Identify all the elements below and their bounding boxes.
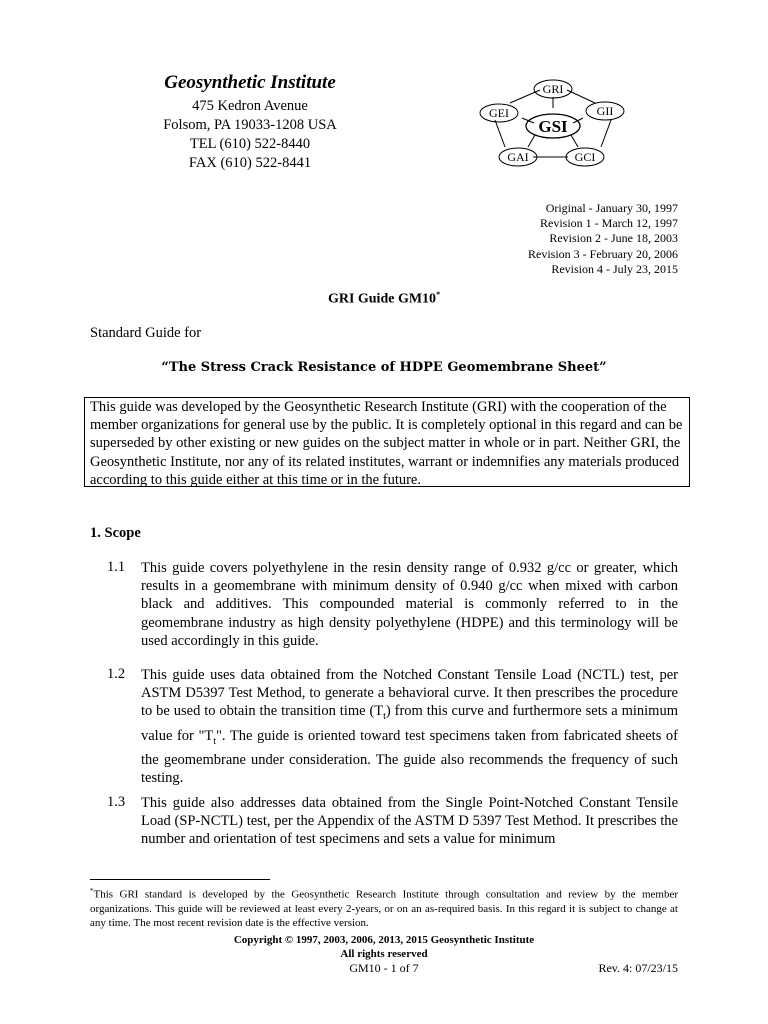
logo-label-gri: GRI: [542, 82, 564, 96]
revision-1: Revision 1 - March 12, 1997: [540, 216, 678, 231]
document-title: “The Stress Crack Resistance of HDPE Geomembrane Sheet”: [161, 360, 607, 375]
section-heading-scope: 1. Scope: [90, 525, 141, 541]
revision-2: Revision 2 - June 18, 2003: [549, 231, 678, 246]
revision-3: Revision 3 - February 20, 2006: [528, 246, 678, 261]
logo-label-gii: GII: [596, 104, 614, 118]
rights-line: All rights reserved: [340, 948, 428, 960]
paragraph-1-2-part-c: ". The guide is oriented toward test specimens taken from fabricated sheets of the geomembrane under consideration. The guide also recommends the frequency of such testing.: [141, 727, 678, 786]
paragraph-number-1-3: 1.3: [107, 794, 126, 810]
revision-history: [528, 201, 678, 277]
footnote-mark: *: [90, 887, 94, 895]
guide-title-mark: *: [436, 290, 441, 299]
paragraph-number-1-1: 1.1: [107, 559, 126, 575]
address-fax: FAX (610) 522-8441: [188, 155, 312, 171]
paragraph-1-3: This guide also addresses data obtained from the Single Point-Notched Constant Tensile Load (SP-NCTL) test, per the Appendix of the ASTM D 5397 Test Method. It prescribes the number and orientation of test specimens and sets a value for minimum: [141, 795, 678, 848]
logo-edge-left: [495, 120, 505, 147]
logo-link-bottom-left: [528, 135, 535, 147]
address-city: Folsom, PA 19033-1208 USA: [163, 117, 337, 133]
guide-title-text: GRI Guide GM10: [327, 291, 437, 307]
copyright-notice: [0, 933, 768, 961]
footnote-text: This GRI standard is developed by the Geosynthetic Research Institute through consultation and review by the member organizations. This guide will be reviewed at least every 2-years, or on an as-required basis. In this regard it is subject to change at any time. The most recent revision date is the effective version.: [90, 888, 678, 929]
paragraph-number-1-2: 1.2: [107, 666, 126, 682]
guide-title: [0, 290, 768, 308]
revision-original: Original - January 30, 1997: [545, 201, 678, 215]
page-number: GM10 - 1 of 7: [349, 961, 419, 975]
institute-name: Geosynthetic Institute: [164, 72, 336, 93]
subscript-t: t: [383, 711, 386, 723]
logo-link-bottom-right: [571, 135, 578, 147]
notice-box: This guide was developed by the Geosynthetic Research Institute (GRI) with the cooperation of the member organizations for general use by the public. It is completely optional in this regard and can be superseded by other existing or new guides on the subject matter in whole or in part. Neither GRI, the Geosynthetic Institute, nor any of its related institutes, warrant or indemnifies any materials produced according to this guide either at this time or in the future.: [84, 397, 690, 487]
address-street: 475 Kedron Avenue: [192, 98, 308, 114]
logo-edge-right: [601, 120, 611, 147]
standard-guide-label: Standard Guide for: [90, 325, 202, 341]
revision-footer: Rev. 4: 07/23/15: [598, 961, 678, 975]
paragraph-1-2-part-a: This guide uses data obtained from the Notched Constant Tensile Load (NCTL) test, per ASTM D5397 Test Method, to generate a behavioral curve. It then prescribes the procedure to be used to obtain the transition time (T: [141, 667, 678, 720]
paragraph-1-2: [141, 666, 678, 787]
footnote-divider: [90, 879, 270, 880]
logo-label-gai: GAI: [507, 150, 529, 164]
footnote: [90, 884, 678, 930]
gsi-logo: [470, 75, 635, 170]
address-tel: TEL (610) 522-8440: [189, 136, 311, 152]
logo-label-gci: GCI: [574, 150, 596, 164]
revision-4: Revision 4 - July 23, 2015: [551, 261, 678, 276]
logo-label-gei: GEI: [489, 106, 509, 120]
paragraph-1-2-part-b: ) from this curve and furthermore sets a minimum value for "T: [141, 703, 678, 744]
copyright-line: Copyright © 1997, 2003, 2006, 2013, 2015 Geosynthetic Institute: [233, 934, 535, 946]
logo-label-gsi: GSI: [538, 117, 568, 136]
paragraph-1-1: This guide covers polyethylene in the resin density range of 0.932 g/cc or greater, which results in a geomembrane with minimum density of 0.940 g/cc when mixed with carbon black and additives. This compounded material is commonly referred to in the geomembrane industry as high density polyethylene (HDPE) and this terminology will be used accordingly in this guide.: [141, 560, 678, 649]
subscript-t: t: [213, 735, 217, 747]
